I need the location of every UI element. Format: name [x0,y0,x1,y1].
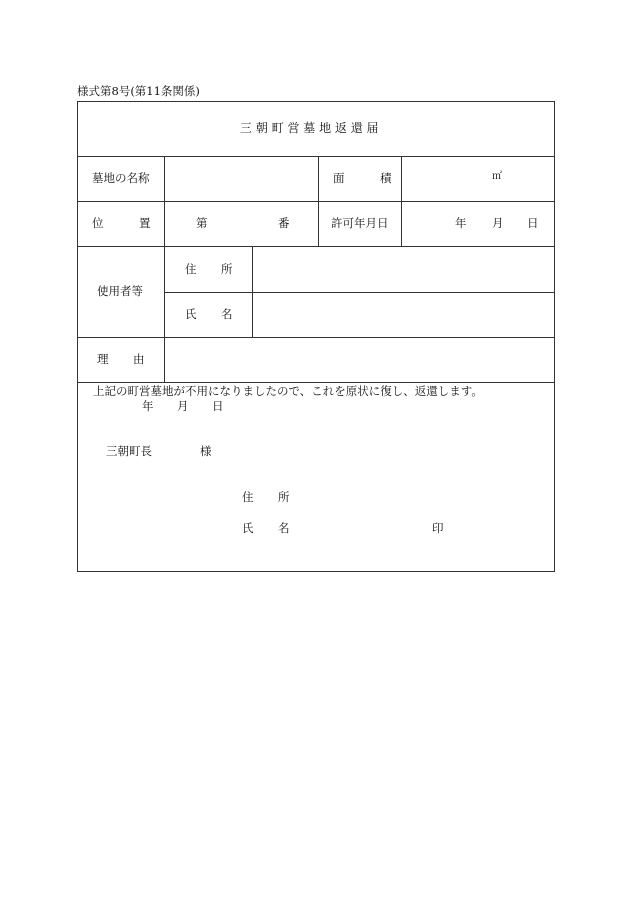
col-divider [164,156,165,382]
row-divider [77,382,555,383]
permit-month: 月 [492,216,504,230]
cemetery-name-label: 墓地の名称 [92,171,150,185]
user-name-label-char: 氏 [185,307,197,321]
permit-day: 日 [527,216,539,230]
declaration-month: 月 [177,399,189,413]
form-title: 三 朝 町 営 墓 地 返 還 届 [240,121,379,135]
applicant-address-char: 住 [242,490,254,504]
user-address-label-char: 住 [185,262,197,276]
area-unit: ㎡ [492,171,502,182]
user-address-label-char: 所 [221,262,233,276]
seal-mark: 印 [432,521,444,535]
form-number: 様式第8号(第11条関係) [77,84,200,98]
row-divider [77,201,555,202]
row-divider [77,246,555,247]
permit-year: 年 [455,216,467,230]
addressee: 三朝町長 [106,444,152,458]
applicant-name-char: 名 [278,521,290,535]
col-divider [318,156,319,246]
area-label-char: 面 [333,171,345,185]
col-divider [252,246,253,337]
declaration-year: 年 [142,399,154,413]
reason-label-char: 理 [97,352,109,366]
user-label: 使用者等 [97,284,143,298]
permit-date-label: 許可年月日 [331,216,389,230]
declaration-day: 日 [212,399,224,413]
area-label-char: 積 [380,171,392,185]
location-label-char: 位 [92,216,104,230]
row-divider [77,337,555,338]
honorific: 様 [200,444,212,458]
row-divider [164,292,555,293]
location-label-char: 置 [139,216,151,230]
row-divider [77,156,555,157]
col-divider [401,156,402,246]
applicant-name-char: 氏 [242,521,254,535]
location-ban: 番 [278,216,290,230]
reason-label-char: 由 [133,352,145,366]
location-dai: 第 [196,216,208,230]
applicant-address-char: 所 [278,490,290,504]
declaration-text: 上記の町営墓地が不用になりましたので、これを原状に復し、返還します。 [93,384,483,398]
user-name-label-char: 名 [221,307,233,321]
